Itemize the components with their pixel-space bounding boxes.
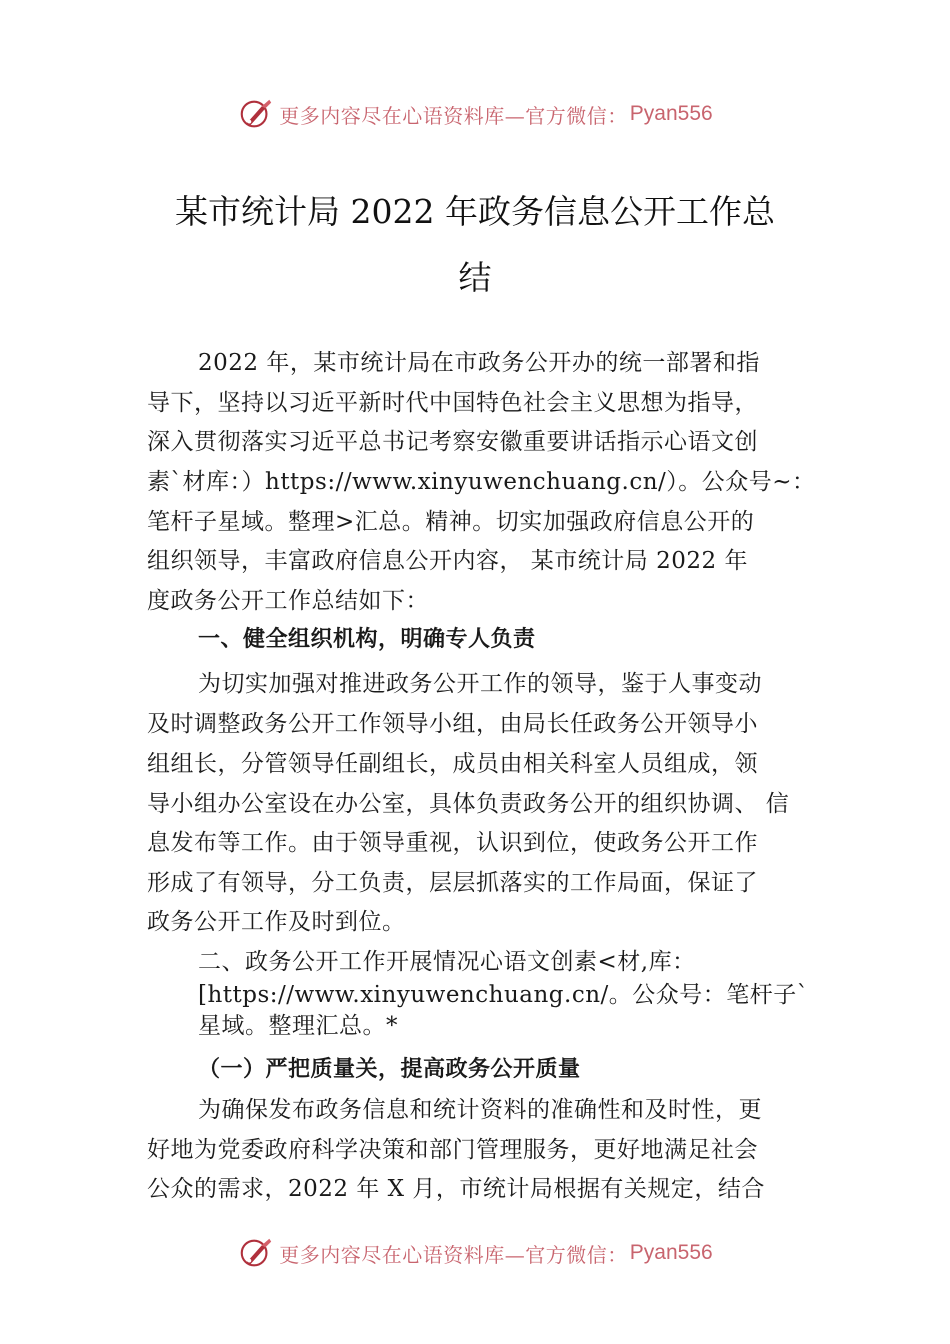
pen-logo-icon — [237, 95, 275, 133]
paragraph-line: 度政务公开工作总结如下： — [147, 588, 429, 614]
paragraph-line: 组组长，分管领导任副组长，成员由相关科室人员组成，领 — [147, 751, 758, 777]
pen-logo-icon — [237, 1234, 275, 1272]
paragraph-line: 组织领导，丰富政府信息公开内容， 某市统计局 2022 年 — [147, 548, 748, 574]
paragraph-line: 笔杆子星域。整理>汇总。精神。切实加强政府信息公开的 — [147, 509, 755, 535]
banner-wechat-id: Pyan556 — [629, 1241, 713, 1264]
paragraph-line: 2022 年，某市统计局在市政务公开办的统一部署和指 — [198, 350, 760, 376]
document-title-line-1: 某市统计局 2022 年政务信息公开工作总 — [175, 192, 775, 231]
paragraph-line: 深入贯彻落实习近平总书记考察安徽重要讲话指示心语文创 — [147, 429, 758, 455]
paragraph-line: 息发布等工作。由于领导重视，认识到位，使政务公开工作 — [147, 830, 758, 856]
paragraph-line: 形成了有领导，分工负责，层层抓落实的工作局面，保证了 — [147, 870, 758, 896]
banner-text: 更多内容尽在心语资料库—官方微信： — [279, 1242, 628, 1267]
paragraph-line: 政务公开工作及时到位。 — [147, 909, 406, 935]
section-heading-1: 一、健全组织机构，明确专人负责 — [198, 627, 536, 652]
paragraph-line: 及时调整政务公开工作领导小组，由局长任政务公开领导小 — [147, 711, 758, 737]
document-title-line-2: 结 — [458, 258, 492, 297]
banner-text: 更多内容尽在心语资料库—官方微信： — [279, 103, 628, 128]
section-heading-2: 二、政务公开工作开展情况心语文创素<材,库： — [198, 949, 696, 975]
paragraph-line: 导小组办公室设在办公室，具体负责政务公开的组织协调、 信 — [147, 791, 790, 817]
banner-wechat-id: Pyan556 — [629, 102, 713, 125]
header-banner — [0, 94, 950, 134]
paragraph-line: 素`材库：）https://www.xinyuwenchuang.cn/）。公众号~： — [147, 469, 816, 495]
paragraph-line: 星域。整理汇总。* — [198, 1013, 398, 1039]
paragraph-line: 为切实加强对推进政务公开工作的领导，鉴于人事变动 — [198, 671, 762, 697]
paragraph-line: 公众的需求，2022 年 X 月，市统计局根据有关规定，结合 — [147, 1176, 765, 1202]
subsection-heading-1: （一）严把质量关，提高政务公开质量 — [198, 1056, 581, 1082]
footer-banner — [0, 1233, 950, 1273]
paragraph-line: [https://www.xinyuwenchuang.cn/。公众号：笔杆子` — [198, 982, 809, 1008]
paragraph-line: 导下，坚持以习近平新时代中国特色社会主义思想为指导， — [147, 390, 758, 416]
paragraph-line: 为确保发布政务信息和统计资料的准确性和及时性，更 — [198, 1097, 762, 1123]
paragraph-line: 好地为党委政府科学决策和部门管理服务，更好地满足社会 — [147, 1137, 758, 1163]
